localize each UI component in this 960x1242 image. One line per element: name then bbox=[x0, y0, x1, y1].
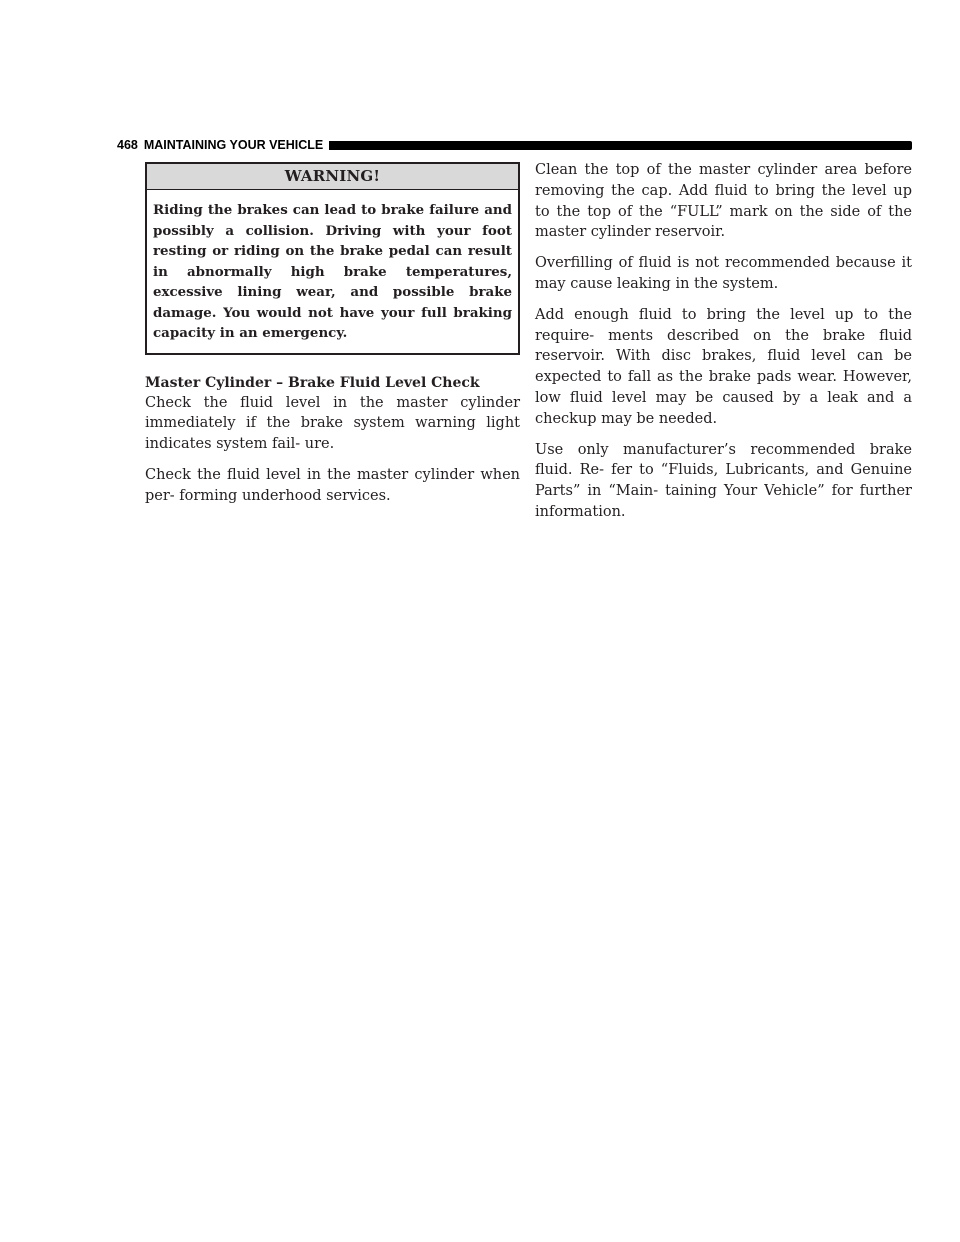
warning-text: Riding the brakes can lead to brake failure and possibly a collision. Driving with your foot resting or riding on the brake pedal can result in abnormally high brake temperatures, excessive lining wear, and possible brake damage. You would not have your full braking capacity in an emergency. bbox=[153, 202, 512, 341]
left-column bbox=[145, 162, 520, 516]
warning-box bbox=[145, 162, 520, 355]
paragraph: Overfilling of fluid is not recommended because it may cause leaking in the system. bbox=[535, 255, 912, 292]
page-number: 468 bbox=[117, 138, 138, 152]
paragraph: Add enough fluid to bring the level up to the require- ments described on the brake fluid reservoir. With disc brakes, fluid level can be expected to fall as the brake pads wear. However, low fluid level may be caused by a leak and a checkup may be needed. bbox=[535, 306, 912, 427]
section-heading: Master Cylinder – Brake Fluid Level Check bbox=[145, 374, 480, 391]
paragraph: Use only manufacturer’s recommended brake fluid. Re- fer to “Fluids, Lubricants, and Genuine Parts” in “Main- taining Your Vehicle” for further information. bbox=[535, 441, 912, 520]
header-rule bbox=[329, 141, 912, 150]
page-header bbox=[117, 137, 912, 153]
paragraph: Check the fluid level in the master cylinder when per- forming underhood services. bbox=[145, 466, 520, 504]
warning-title: WARNING! bbox=[147, 164, 518, 190]
right-column bbox=[535, 160, 912, 533]
paragraph: Clean the top of the master cylinder area before removing the cap. Add fluid to bring the level up to the top of the “FULL” mark on the side of the master cylinder reservoir. bbox=[535, 162, 912, 241]
paragraph: Check the fluid level in the master cylinder immediately if the brake system warning light indicates system fail- ure. bbox=[145, 394, 520, 453]
section-title: MAINTAINING YOUR VEHICLE bbox=[143, 138, 324, 152]
